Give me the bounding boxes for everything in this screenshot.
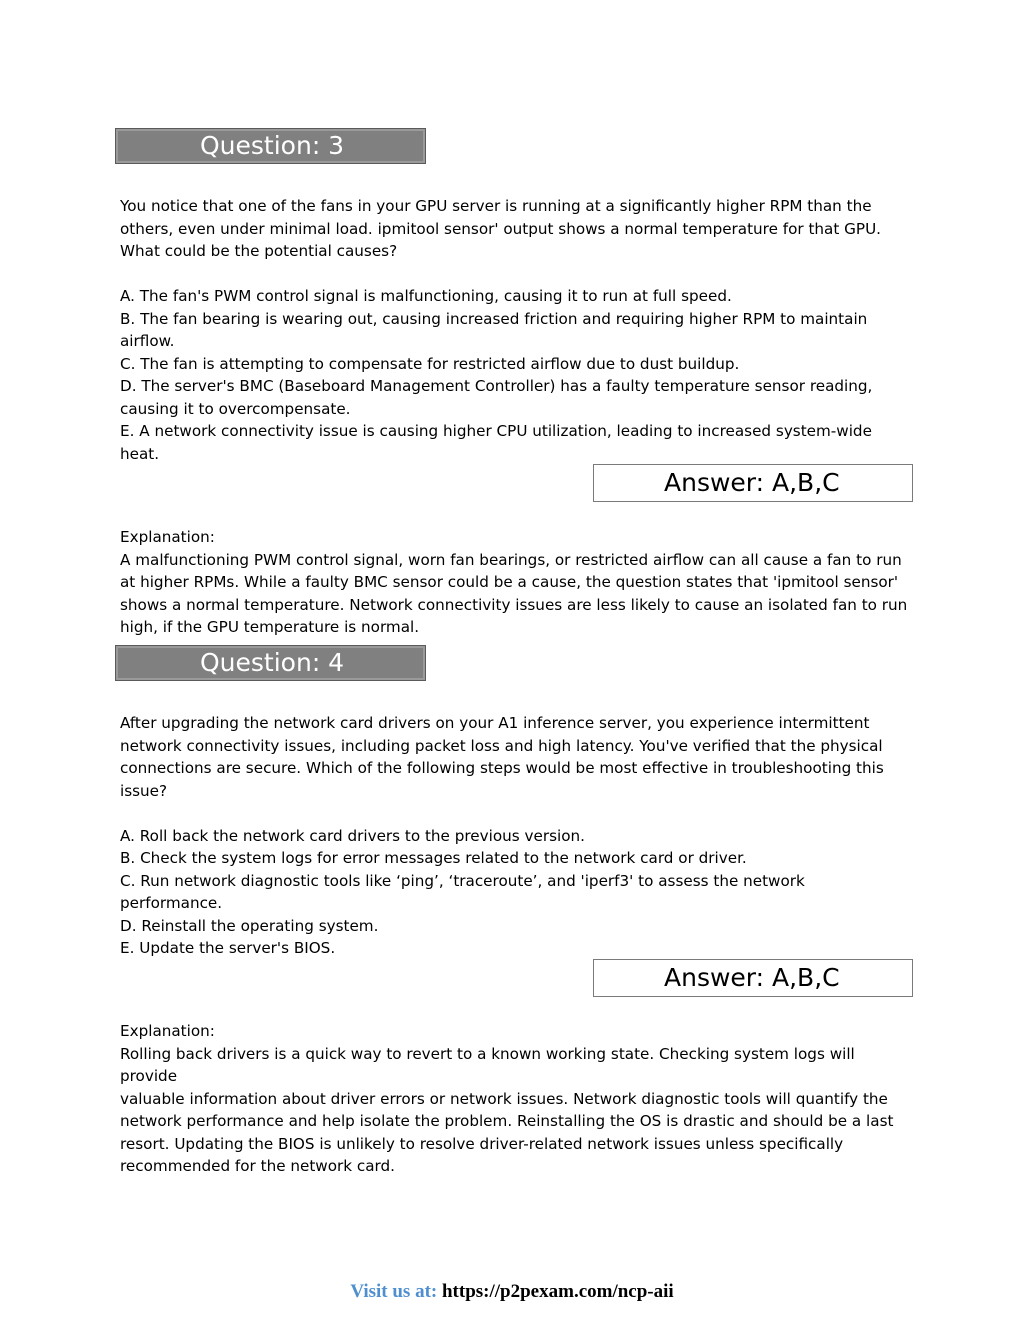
footer-label: Visit us at: <box>350 1281 438 1302</box>
explanation-line: at higher RPMs. While a faulty BMC sensor could be a cause, the question states that 'ipmitool sensor' <box>120 573 899 591</box>
question-3-option: C. The fan is attempting to compensate for restricted airflow due to dust buildup. <box>120 354 740 373</box>
question-3-option: E. A network connectivity issue is causing higher CPU utilization, leading to increased system-wide heat. <box>120 422 872 463</box>
question-3-line: others, even under minimal load. ipmitool sensor' output shows a normal temperature for that GPU. <box>120 219 882 238</box>
question-3-option: A. The fan's PWM control signal is malfunctioning, causing it to run at full speed. <box>120 287 732 305</box>
explanation-label: Explanation: <box>120 1022 215 1040</box>
question-3-option: airflow. <box>120 332 175 350</box>
explanation-line: Rolling back drivers is a quick way to revert to a known working state. Checking system logs will provide <box>120 1044 855 1085</box>
question-3-header <box>115 128 426 164</box>
question-3-explanation <box>120 526 910 639</box>
question-4-line: network connectivity issues, including packet loss and high latency. You've verified that the physical <box>120 736 883 755</box>
question-4-body <box>120 712 910 960</box>
question-3-line: You notice that one of the fans in your GPU server is running at a significantly higher RPM than the <box>120 197 872 215</box>
question-4-option: E. Update the server's BIOS. <box>120 939 336 957</box>
explanation-line: valuable information about driver errors or network issues. Network diagnostic tools will quantify the <box>120 1089 888 1108</box>
question-3-line: What could be the potential causes? <box>120 242 398 260</box>
question-4-line: After upgrading the network card drivers on your A1 inference server, you experience intermittent <box>120 714 870 732</box>
question-3-option: causing it to overcompensate. <box>120 399 351 418</box>
explanation-line: A malfunctioning PWM control signal, worn fan bearings, or restricted airflow can all cause a fan to run <box>120 550 902 569</box>
question-4-explanation <box>120 1020 910 1178</box>
question-4-option: A. Roll back the network card drivers to the previous version. <box>120 826 585 845</box>
explanation-line: high, if the GPU temperature is normal. <box>120 618 420 636</box>
question-4-option: C. Run network diagnostic tools like ‘ping’, ‘traceroute’, and 'iperf3' to assess the network performance. <box>120 871 805 912</box>
question-4-answer: Answer: A,B,C <box>664 963 840 992</box>
question-4-line: issue? <box>120 781 168 800</box>
question-3-answer-box <box>593 464 913 502</box>
explanation-line: shows a normal temperature. Network connectivity issues are less likely to cause an isolated fan to run <box>120 595 908 614</box>
question-4-option: B. Check the system logs for error messages related to the network card or driver. <box>120 849 747 867</box>
question-3-option: D. The server's BMC (Baseboard Management Controller) has a faulty temperature sensor reading, <box>120 377 873 395</box>
footer-link[interactable]: https://p2pexam.com/ncp-aii <box>441 1281 674 1302</box>
explanation-label: Explanation: <box>120 528 215 546</box>
footer <box>0 1281 1024 1303</box>
question-4-line: connections are secure. Which of the following steps would be most effective in troubleshooting this <box>120 759 884 777</box>
explanation-line: resort. Updating the BIOS is unlikely to resolve driver-related network issues unless specifically <box>120 1134 844 1153</box>
question-4-answer-box <box>593 959 913 997</box>
question-4-option: D. Reinstall the operating system. <box>120 916 379 935</box>
explanation-line: network performance and help isolate the problem. Reinstalling the OS is drastic and should be a last <box>120 1112 894 1130</box>
question-3-title: Question: 3 <box>200 131 345 160</box>
question-3-option: B. The fan bearing is wearing out, causing increased friction and requiring higher RPM to maintain <box>120 309 868 328</box>
question-3-body <box>120 195 910 465</box>
explanation-line: recommended for the network card. <box>120 1157 395 1175</box>
question-4-title: Question: 4 <box>200 648 345 677</box>
question-3-answer: Answer: A,B,C <box>664 468 840 497</box>
question-4-header <box>115 645 426 681</box>
